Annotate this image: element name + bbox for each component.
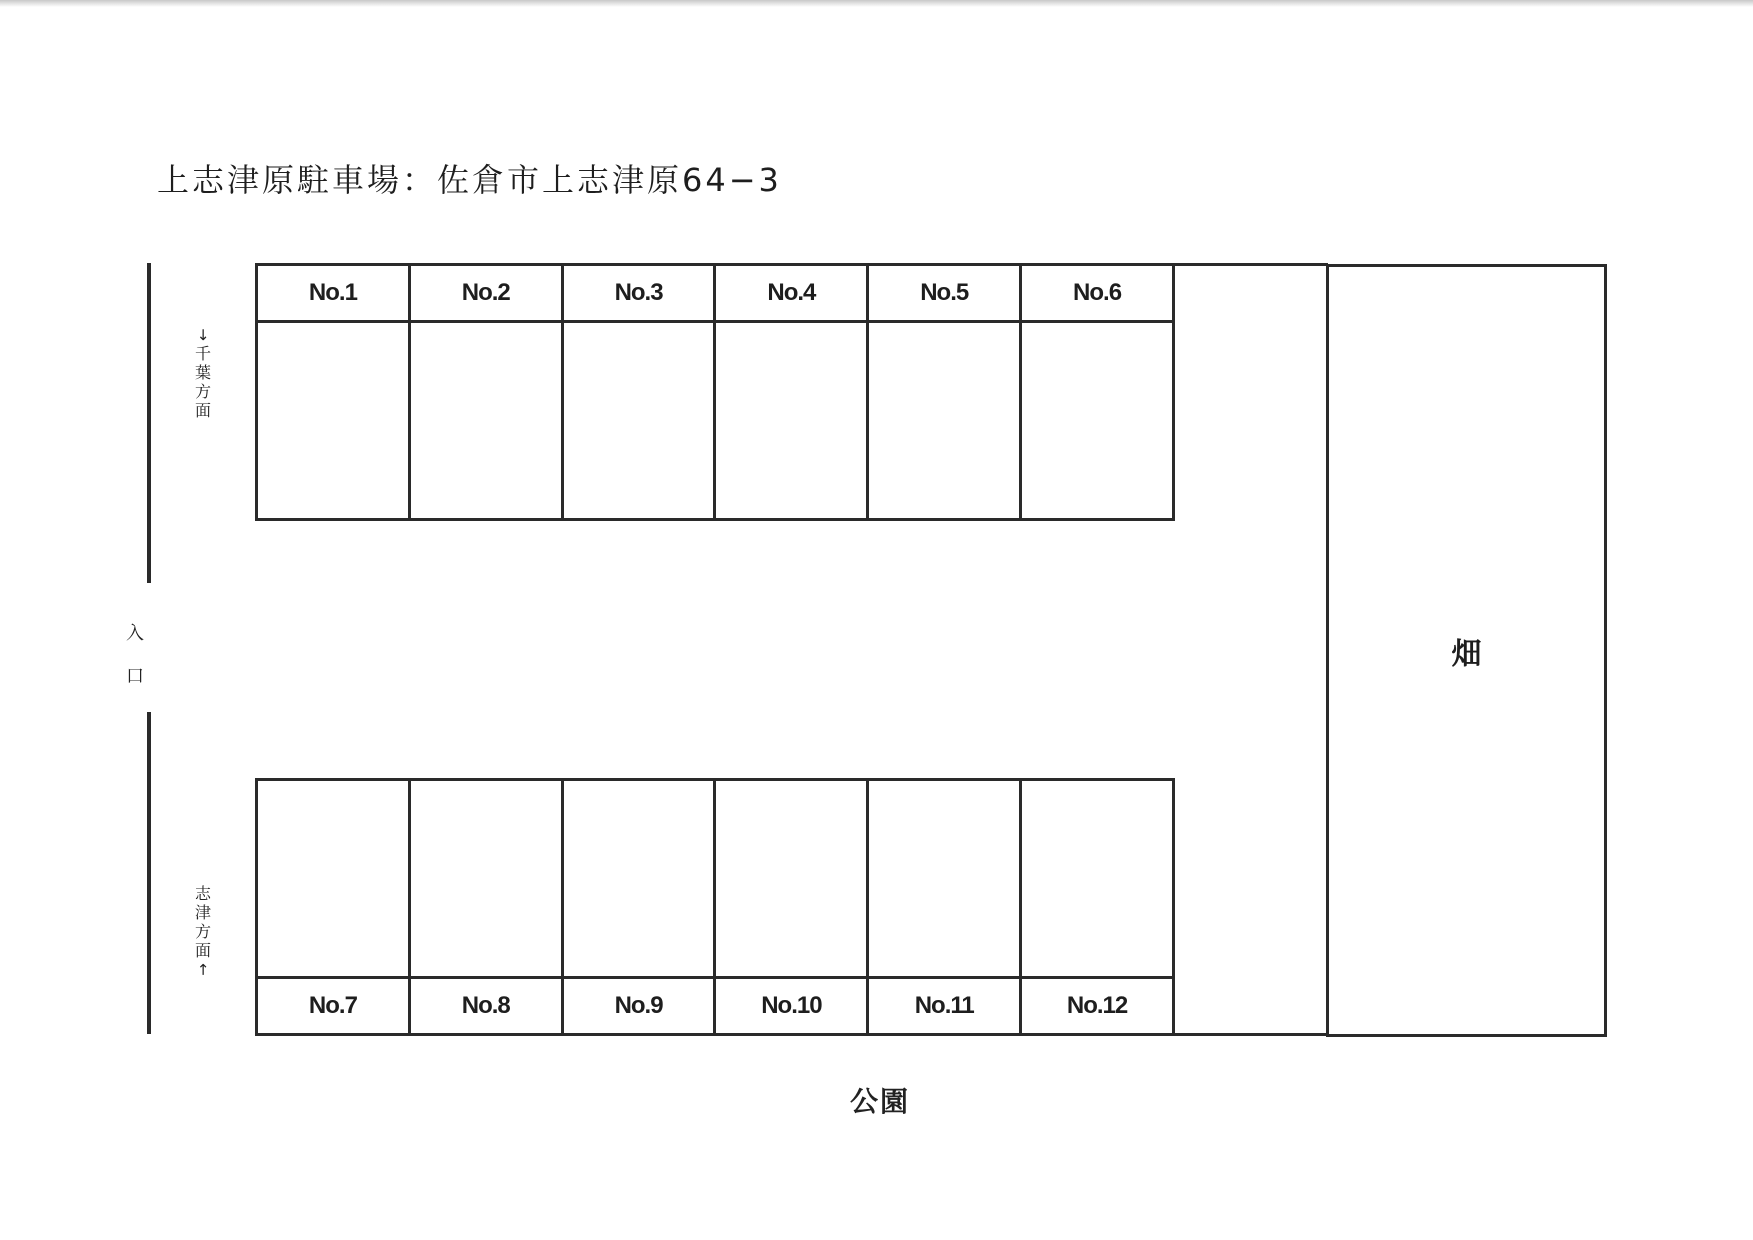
field-label: 畑 bbox=[1451, 636, 1482, 672]
parking-slot bbox=[411, 781, 564, 1033]
slot-label: No.8 bbox=[411, 976, 561, 1033]
slot-space bbox=[411, 781, 561, 976]
parking-slot bbox=[411, 266, 564, 518]
aisle-top-edge bbox=[1172, 263, 1328, 266]
slot-space bbox=[716, 781, 866, 976]
slot-space bbox=[258, 323, 408, 518]
slot-label: No.9 bbox=[564, 976, 714, 1033]
slot-space bbox=[869, 323, 1019, 518]
slot-space bbox=[869, 781, 1019, 976]
road-direction-south bbox=[190, 884, 216, 979]
slot-label: No.6 bbox=[1022, 266, 1172, 323]
slot-label: No.1 bbox=[258, 266, 408, 323]
parking-slot bbox=[1022, 266, 1172, 518]
parking-slot bbox=[258, 781, 411, 1033]
parking-slot bbox=[258, 266, 411, 518]
aisle-bottom-edge bbox=[1172, 1033, 1328, 1036]
slot-label: No.3 bbox=[564, 266, 714, 323]
road-edge-lower bbox=[147, 712, 151, 1034]
entrance-char: 入 bbox=[126, 623, 144, 644]
slot-label: No.2 bbox=[411, 266, 561, 323]
entrance-char: 口 bbox=[126, 666, 144, 687]
arrow-icon: ← bbox=[194, 963, 213, 976]
slot-space bbox=[1022, 781, 1172, 976]
entrance-label bbox=[124, 612, 146, 698]
slot-space bbox=[1022, 323, 1172, 518]
parking-slot bbox=[716, 781, 869, 1033]
parking-slot bbox=[564, 266, 717, 518]
slot-space bbox=[258, 781, 408, 976]
arrow-icon: → bbox=[194, 328, 213, 341]
scan-edge bbox=[0, 0, 1753, 7]
slot-label: No.4 bbox=[716, 266, 866, 323]
slot-label: No.10 bbox=[716, 976, 866, 1033]
slot-label: No.7 bbox=[258, 976, 408, 1033]
slot-label: No.11 bbox=[869, 976, 1019, 1033]
parking-row-bottom bbox=[255, 778, 1175, 1036]
slot-label: No.5 bbox=[869, 266, 1019, 323]
road-direction-south-text: 志 津 方 面 bbox=[194, 884, 211, 960]
parking-slot bbox=[1022, 781, 1172, 1033]
parking-slot bbox=[564, 781, 717, 1033]
road-direction-north bbox=[190, 325, 216, 420]
road-edge-upper bbox=[147, 263, 151, 583]
parking-slot bbox=[716, 266, 869, 518]
slot-space bbox=[564, 323, 714, 518]
slot-space bbox=[716, 323, 866, 518]
parking-slot bbox=[869, 266, 1022, 518]
field-area bbox=[1326, 264, 1607, 1037]
slot-space bbox=[411, 323, 561, 518]
slot-space bbox=[564, 781, 714, 976]
park-label: 公園 bbox=[849, 1085, 910, 1118]
parking-row-top bbox=[255, 263, 1175, 521]
page-title: 上志津原駐車場：佐倉市上志津原64−3 bbox=[157, 161, 782, 199]
road-direction-north-text: 千 葉 方 面 bbox=[194, 344, 211, 420]
slot-label: No.12 bbox=[1022, 976, 1172, 1033]
parking-slot bbox=[869, 781, 1022, 1033]
